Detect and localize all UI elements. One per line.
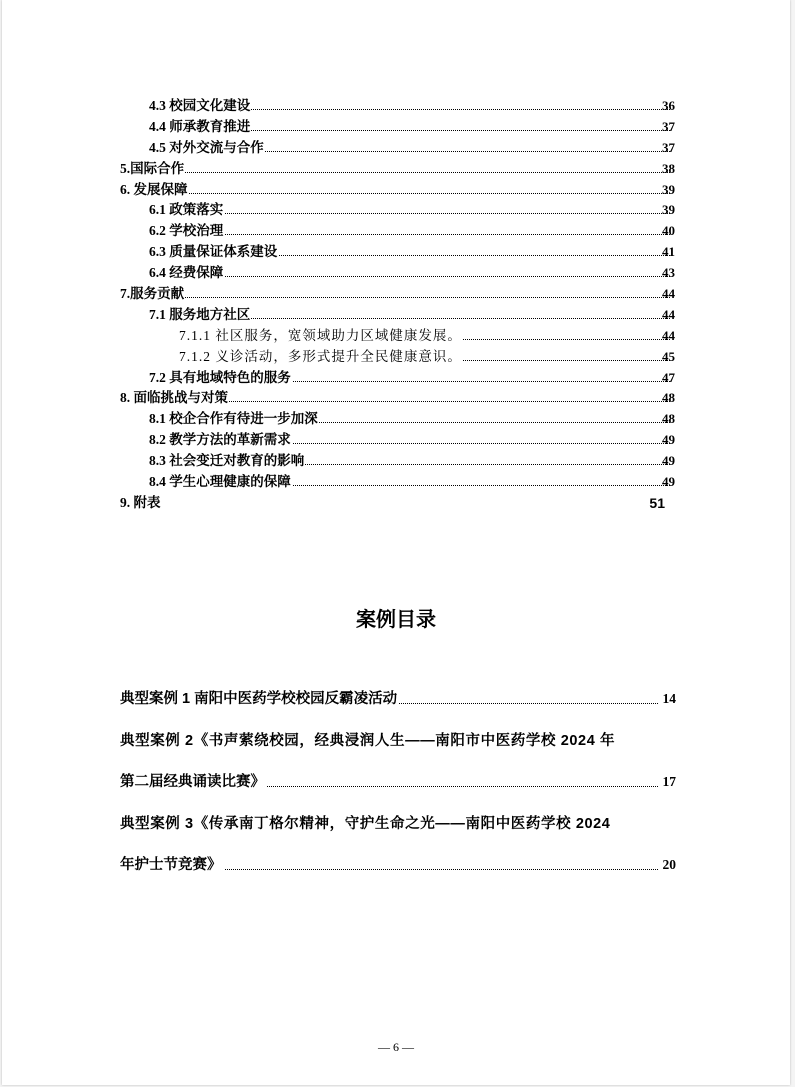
toc-entry[interactable] xyxy=(2,451,790,472)
toc-entry-label: 7.1.1 社区服务，宽领域助力区域健康发展。 xyxy=(179,326,463,347)
toc-entry-label: 6.4 经费保障 xyxy=(149,263,224,284)
toc-entry-label: 4.3 校园文化建设 xyxy=(149,96,251,117)
case-title: 典型案例 3《传承南丁格尔精神，守护生命之光——南阳中医药学校 2024 xyxy=(120,813,612,835)
toc-page-number: 45 xyxy=(662,348,675,364)
dot-leader xyxy=(120,297,670,298)
table-of-contents xyxy=(2,96,790,514)
toc-entry-label: 8. 面临挑战与对策 xyxy=(120,388,229,409)
toc-entry-label: 8.2 教学方法的革新需求 xyxy=(149,430,292,451)
dot-leader xyxy=(149,213,670,214)
toc-entry[interactable] xyxy=(2,96,790,117)
toc-entry[interactable] xyxy=(2,305,790,326)
toc-entry[interactable] xyxy=(2,388,790,409)
toc-page-number: 48 xyxy=(662,390,675,406)
toc-page-number: 39 xyxy=(662,202,675,218)
toc-entry-label: 6. 发展保障 xyxy=(120,180,189,201)
toc-page-number: 44 xyxy=(662,286,675,302)
toc-page-number: 51 xyxy=(649,494,665,511)
toc-page-number: 47 xyxy=(662,369,675,385)
dot-leader xyxy=(149,276,670,277)
case-entry-2-line-2[interactable] xyxy=(120,771,676,793)
toc-entry[interactable] xyxy=(2,200,790,221)
toc-entry-label: 6.2 学校治理 xyxy=(149,221,224,242)
toc-entry-label: 9. 附表 xyxy=(120,493,162,514)
toc-page-number: 49 xyxy=(662,474,675,490)
toc-entry[interactable] xyxy=(2,284,790,305)
toc-entry[interactable] xyxy=(2,472,790,493)
toc-entry-label: 5.国际合作 xyxy=(120,159,185,180)
toc-entry-label: 8.1 校企合作有待进一步加深 xyxy=(149,409,319,430)
toc-entry[interactable] xyxy=(2,347,790,368)
dot-leader xyxy=(120,172,670,173)
toc-page-number: 49 xyxy=(662,453,675,469)
page-number-footer: — 6 — xyxy=(378,1040,414,1054)
case-title: 第二届经典诵读比赛》 xyxy=(120,771,267,793)
case-entry-3-line-1[interactable] xyxy=(120,813,676,835)
toc-entry[interactable] xyxy=(2,138,790,159)
case-entry-3-line-2[interactable] xyxy=(120,854,676,876)
toc-page-number: 44 xyxy=(662,306,675,322)
case-entry-1[interactable] xyxy=(120,688,676,710)
toc-entry-label: 6.3 质量保证体系建设 xyxy=(149,242,278,263)
toc-page-number: 37 xyxy=(662,118,675,134)
case-page-number: 14 xyxy=(662,691,676,706)
toc-page-number: 36 xyxy=(662,98,675,113)
toc-page-number: 49 xyxy=(662,432,675,448)
toc-entry-label: 4.5 对外交流与合作 xyxy=(149,138,265,159)
case-title: 典型案例 1 南阳中医药学校校园反霸凌活动 xyxy=(120,688,399,710)
document-page xyxy=(2,0,790,1085)
dot-leader xyxy=(120,193,670,194)
case-page-number: 20 xyxy=(662,857,676,872)
toc-entry-label: 6.1 政策落实 xyxy=(149,200,224,221)
case-entry-2-line-1[interactable] xyxy=(120,730,676,752)
toc-page-number: 39 xyxy=(662,181,675,197)
toc-entry[interactable] xyxy=(2,180,790,201)
toc-entry[interactable] xyxy=(2,263,790,284)
toc-entry-appendix[interactable] xyxy=(2,493,790,514)
cases-heading: 案例目录 xyxy=(356,609,436,631)
toc-entry-label: 7.1.2 义诊活动，多形式提升全民健康意识。 xyxy=(179,347,463,368)
toc-page-number: 44 xyxy=(662,327,675,343)
toc-entry[interactable] xyxy=(2,117,790,138)
toc-page-number: 48 xyxy=(662,411,675,427)
toc-entry-label: 4.4 师承教育推进 xyxy=(149,117,251,138)
toc-entry[interactable] xyxy=(2,159,790,180)
case-title: 典型案例 2《书声萦绕校园，经典浸润人生——南阳市中医药学校 2024 年 xyxy=(120,730,617,752)
case-page-number: 17 xyxy=(662,774,676,789)
toc-entry-label: 7.1 服务地方社区 xyxy=(149,305,251,326)
toc-entry[interactable] xyxy=(2,326,790,347)
toc-page-number: 40 xyxy=(662,223,675,239)
toc-entry[interactable] xyxy=(2,409,790,430)
toc-page-number: 37 xyxy=(662,139,675,155)
toc-page-number: 38 xyxy=(662,160,675,176)
toc-entry[interactable] xyxy=(2,242,790,263)
toc-entry[interactable] xyxy=(2,368,790,389)
toc-page-number: 43 xyxy=(662,265,675,281)
dot-leader xyxy=(149,234,670,235)
case-title: 年护士节竞赛》 xyxy=(120,854,224,876)
toc-entry-label: 7.2 具有地域特色的服务 xyxy=(149,368,292,389)
toc-page-number: 41 xyxy=(662,244,675,260)
toc-entry-label: 7.服务贡献 xyxy=(120,284,185,305)
toc-entry-label: 8.4 学生心理健康的保障 xyxy=(149,472,292,493)
toc-entry[interactable] xyxy=(2,221,790,242)
toc-entry-label: 8.3 社会变迁对教育的影响 xyxy=(149,451,305,472)
toc-entry[interactable] xyxy=(2,430,790,451)
